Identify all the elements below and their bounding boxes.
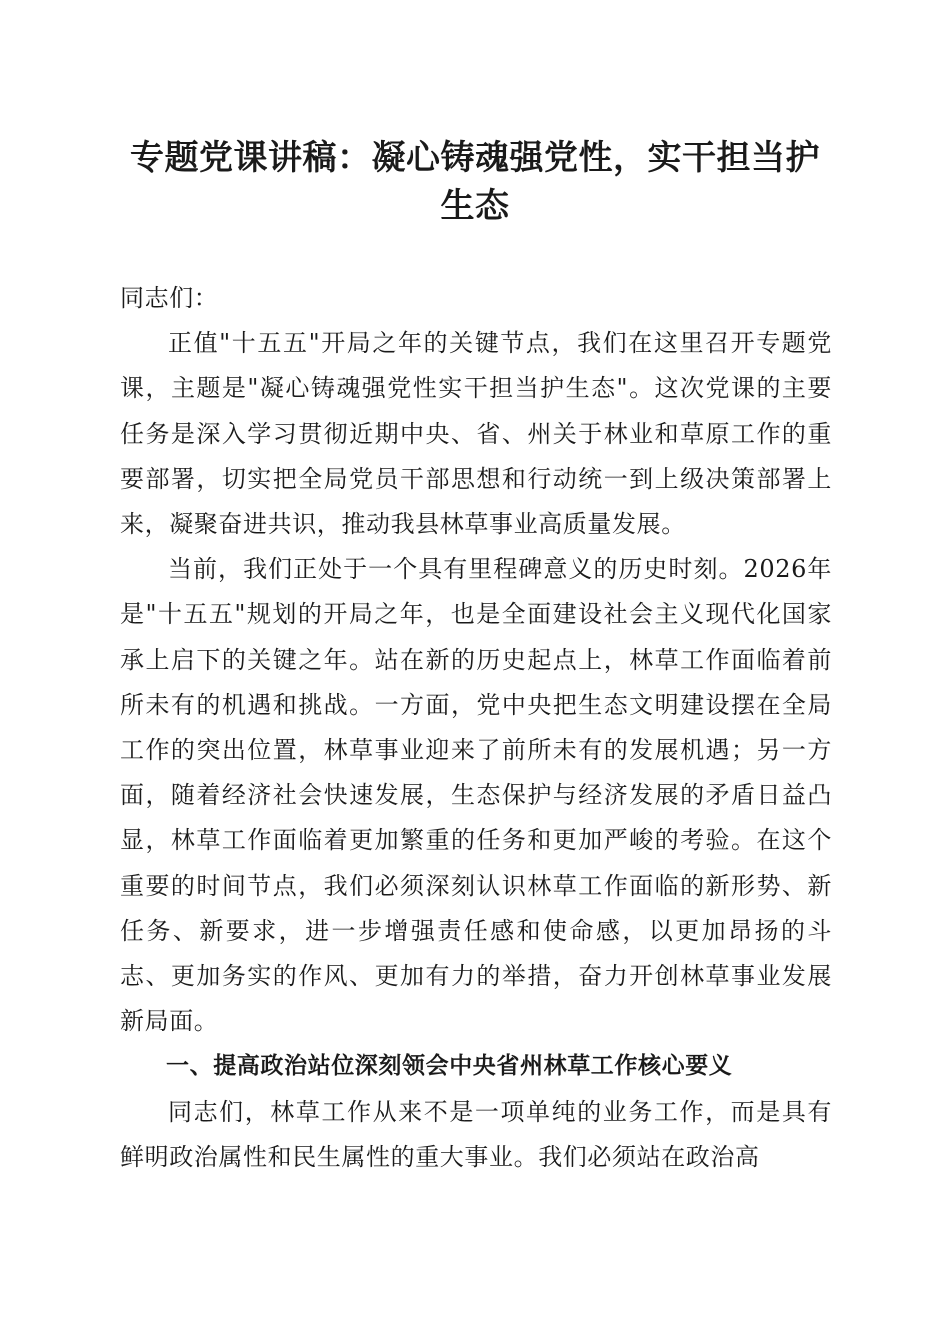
document-title [110,134,840,230]
title-line-2: 生态 [440,186,510,226]
paragraph-context: 当前，我们正处于一个具有里程碑意义的历史时刻。2026年是"十五五"规划的开局之年，也是全面建设社会主义现代化国家承上启下的关键之年。站在新的历史起点上，林草工作面临着前所未有的机遇和挑战。一方面，党中央把生态文明建设摆在全局工作的突出位置，林草事业迎来了前所未有的发展机遇；另一方面，随着经济社会快速发展，生态保护与经济发展的矛盾日益凸显，林草工作面临着更加繁重的任务和更加严峻的考验。在这个重要的时间节点，我们必须深刻认识林草工作面临的新形势、新任务、新要求，进一步增强责任感和使命感，以更加昂扬的斗志、更加务实的作风、更加有力的举措，奋力开创林草事业发展新局面。 [120,555,832,1036]
title-line-1: 专题党课讲稿：凝心铸魂强党性，实干担当护 [130,138,820,178]
paragraph-intro: 正值"十五五"开局之年的关键节点，我们在这里召开专题党课，主题是"凝心铸魂强党性实干担当护生态"。这次党课的主要任务是深入学习贯彻近期中央、省、州关于林业和草原工作的重要部署，切实把全局党员干部思想和行动统一到上级决策部署上来，凝聚奋进共识，推动我县林草事业高质量发展。 [120,329,832,539]
document-body [120,276,832,1180]
paragraph-section-1: 同志们，林草工作从来不是一项单纯的业务工作，而是具有鲜明政治属性和民生属性的重大事业。我们必须站在政治高 [120,1097,832,1171]
section-heading-1: 一、提高政治站位深刻领会中央省州林草工作核心要义 [166,1053,733,1080]
salutation: 同志们： [120,284,219,312]
